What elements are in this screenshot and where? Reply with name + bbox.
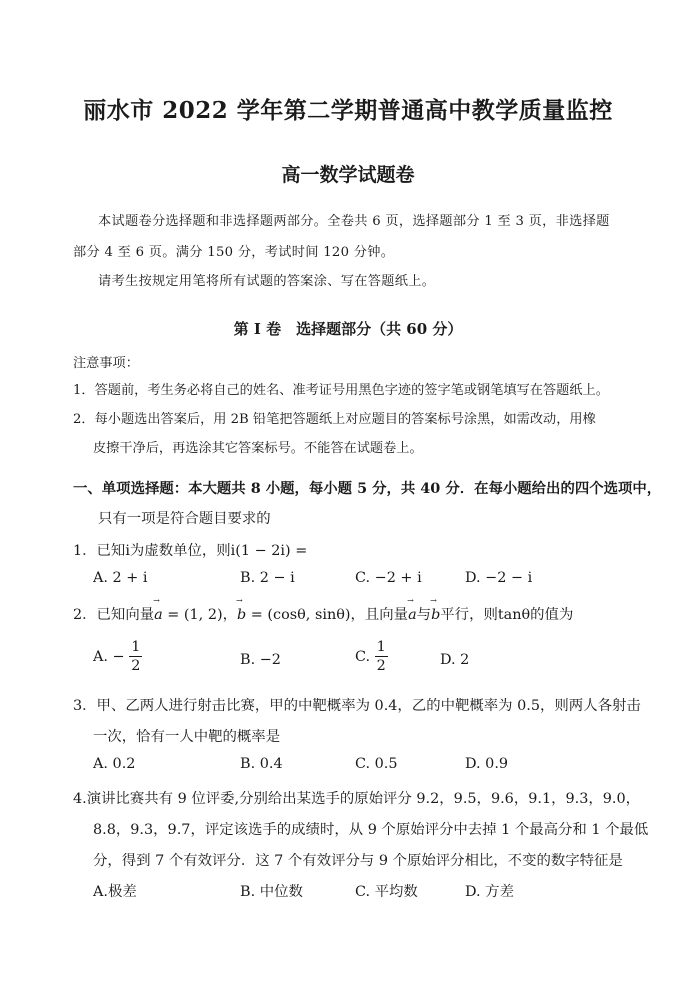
q3-option-a: A. 0.2	[93, 756, 136, 772]
q2-a-value: = (1, 2)，	[162, 607, 237, 623]
q2-suffix: 平行，则	[440, 607, 498, 623]
q1-option-c: C. −2 + i	[355, 570, 422, 586]
question-4-line-2: 8.8，9.3，9.7，评定该选手的成绩时，从 9 个原始评分中去掉 1 个最高分和 1 个最低	[93, 822, 649, 838]
q4-option-b: B. 中位数	[240, 884, 303, 900]
question-2-text	[73, 603, 573, 624]
vector-b: → b	[237, 607, 246, 623]
note-2-line-2: 皮擦干净后，再选涂其它答案标号。不能答在试题卷上。	[93, 441, 423, 456]
question-4-line-1: 4.演讲比赛共有 9 位评委,分别给出某选手的原始评分 9.2，9.5，9.6，9.1，9.3，9.0，	[73, 791, 641, 807]
intro-line-2: 部分 4 至 6 页。满分 150 分，考试时间 120 分钟。	[73, 245, 395, 260]
q4-option-a: A.极差	[93, 884, 137, 900]
section-heading: 第 I 卷 选择题部分（共 60 分）	[233, 320, 463, 338]
q2-option-c-fraction	[375, 640, 388, 674]
q2-option-d: D. 2	[440, 652, 470, 668]
intro-line-1: 本试题卷分选择题和非选择题两部分。全卷共 6 页，选择题部分 1 至 3 页，非选择题	[98, 214, 610, 229]
q3-option-b: B. 0.4	[240, 756, 283, 772]
q4-option-d: D. 方差	[465, 884, 514, 900]
fraction-numerator: 1	[375, 640, 388, 657]
q2-b-value: = (cosθ, sinθ)，且向量	[246, 607, 409, 623]
fraction-numerator: 1	[129, 640, 142, 657]
q3-option-c: C. 0.5	[355, 756, 398, 772]
q2-option-c	[355, 640, 388, 674]
fraction-denominator: 2	[131, 658, 141, 675]
q2-mid: 与	[416, 607, 432, 623]
q2-option-a	[93, 640, 142, 674]
q2-end: 的值为	[530, 607, 574, 623]
question-3-line-2: 一次，恰有一人中靶的概率是	[93, 729, 281, 745]
q2-option-a-label: A. −	[93, 648, 125, 665]
vector-a-ref: → a	[408, 607, 417, 623]
q2-option-a-fraction	[129, 640, 142, 674]
question-4-line-3: 分，得到 7 个有效评分．这 7 个有效评分与 9 个原始评分相比，不变的数字特征是	[93, 853, 623, 869]
q2-prefix: 2．已知向量	[73, 607, 155, 623]
q4-option-c: C. 平均数	[355, 884, 418, 900]
part1-heading-line-1: 一、单项选择题：本大题共 8 小题，每小题 5 分，共 40 分．在每小题给出的四个选项中，	[73, 480, 662, 497]
q2-tan: tanθ	[497, 607, 531, 623]
vector-b-ref: → b	[431, 607, 440, 623]
q2-option-c-label: C.	[355, 648, 371, 665]
notes-title: 注意事项：	[73, 356, 139, 371]
page-subtitle: 高一数学试题卷	[281, 164, 415, 186]
vector-a: → a	[154, 607, 163, 623]
q1-option-a: A. 2 + i	[93, 570, 148, 586]
question-1-text: 1．已知i为虚数单位，则i(1 − 2i) =	[73, 543, 308, 559]
q1-option-d: D. −2 − i	[465, 570, 533, 586]
note-2-line-1: 2．每小题选出答案后，用 2B 铅笔把答题纸上对应题目的答案标号涂黑，如需改动，用橡	[73, 412, 596, 427]
q2-option-b: B. −2	[240, 652, 281, 668]
fraction-denominator: 2	[376, 658, 386, 675]
q3-option-d: D. 0.9	[465, 756, 509, 772]
page-title: 丽水市 2022 学年第二学期普通高中教学质量监控	[83, 97, 613, 124]
part1-heading-line-2: 只有一项是符合题目要求的	[98, 511, 271, 527]
intro-line-3: 请考生按规定用笔将所有试题的答案涂、写在答题纸上。	[98, 274, 436, 289]
question-3-line-1: 3．甲、乙两人进行射击比赛，甲的中靶概率为 0.4，乙的中靶概率为 0.5，则两人各射击	[73, 698, 641, 714]
note-1: 1．答题前，考生务必将自己的姓名、准考证号用黑色字迹的签字笔或钢笔填写在答题纸上。	[73, 383, 609, 398]
q1-option-b: B. 2 − i	[240, 570, 295, 586]
